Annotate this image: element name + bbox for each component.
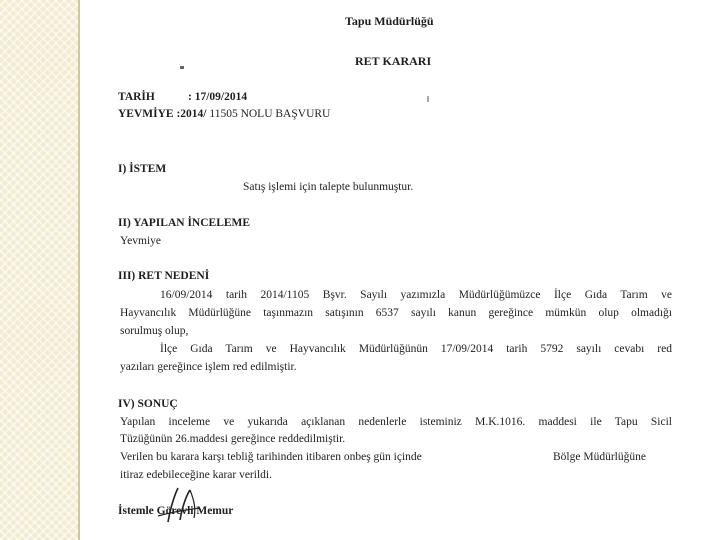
office-title: Tapu Müdürlüğü: [345, 14, 434, 28]
reason-p1-line3: sorulmuş olup,: [120, 325, 189, 337]
journal-label: YEVMİYE :2014/: [118, 108, 207, 120]
reason-p1-line2: Hayvancılık Müdürlüğüne taşınmazın satışının 6537 sayılı kanun gereğince mümkün olup olmadığı: [120, 307, 672, 319]
request-heading: I) İSTEM: [118, 163, 167, 175]
signature-label: İstemle Görevli Memur: [118, 505, 234, 517]
result-line1: Yapılan inceleme ve yukarıda açıklanan nedenlerle isteminiz M.K.1016. maddesi ile Tapu Sicil: [120, 416, 672, 428]
reason-p2-line2: yazıları gereğince işlem red edilmiştir.: [120, 361, 297, 373]
result-line2: Tüzüğünün 26.maddesi gereğince reddedilmiştir.: [120, 433, 346, 445]
reason-heading: III) RET NEDENİ: [118, 270, 210, 282]
request-text: Satış işlemi için talepte bulunmuştur.: [243, 181, 414, 193]
result-heading: IV) SONUÇ: [118, 398, 178, 410]
date-label: TARİH: [118, 91, 155, 103]
result-line3-right: Bölge Müdürlüğüne: [553, 451, 646, 463]
scan-speck: [427, 96, 429, 102]
decision-title: RET KARARI: [355, 54, 432, 68]
reason-p1-line1: 16/09/2014 tarih 2014/1105 Bşvr. Sayılı yazımızla Müdürlüğümüzce İlçe Gıda Tarım ve: [160, 289, 672, 301]
review-heading: II) YAPILAN İNCELEME: [118, 217, 251, 229]
result-line3-left: Verilen bu karara karşı tebliğ tarihinden itibaren onbeş gün içinde: [120, 451, 422, 463]
scan-speck: [180, 66, 184, 69]
decorative-border: [0, 0, 78, 540]
review-text: Yevmiye: [120, 235, 162, 247]
date-value: : 17/09/2014: [188, 91, 248, 103]
scanned-document: [80, 0, 720, 540]
journal-value: 11505 NOLU BAŞVURU: [209, 108, 331, 120]
result-line4: itiraz edebileceğine karar verildi.: [120, 469, 272, 481]
reason-p2-line1: İlçe Gıda Tarım ve Hayvancılık Müdürlüğünün 17/09/2014 tarih 5792 sayılı cevabı red: [160, 343, 672, 355]
journal-line: [118, 108, 330, 121]
